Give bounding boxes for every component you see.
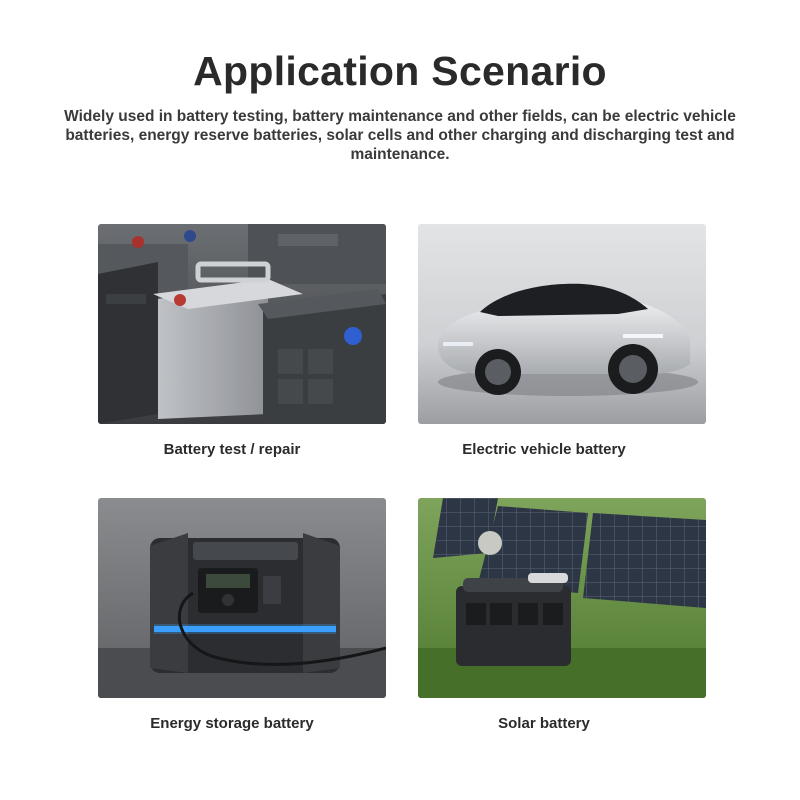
battery-test-card — [98, 224, 386, 424]
solar-panel-photo — [418, 498, 706, 698]
battery-test-label: Battery test / repair — [163, 441, 301, 458]
solar-battery-label: Solar battery — [498, 715, 590, 732]
energy-storage-card — [98, 498, 386, 698]
electric-vehicle-card — [418, 224, 706, 424]
electric-car-photo — [418, 224, 706, 424]
page-description: Widely used in battery testing, battery maintenance and other fields, can be electric vehicle batteries, energy reserve batteries, solar cells and other charging and discharging test and maintenance. — [64, 108, 736, 163]
page-title: Application Scenario — [193, 48, 607, 94]
solar-battery-card — [418, 498, 706, 698]
power-station-photo — [98, 498, 386, 698]
electric-vehicle-label: Electric vehicle battery — [462, 441, 626, 458]
energy-storage-label: Energy storage battery — [150, 715, 314, 732]
car-batteries-photo — [98, 224, 386, 424]
